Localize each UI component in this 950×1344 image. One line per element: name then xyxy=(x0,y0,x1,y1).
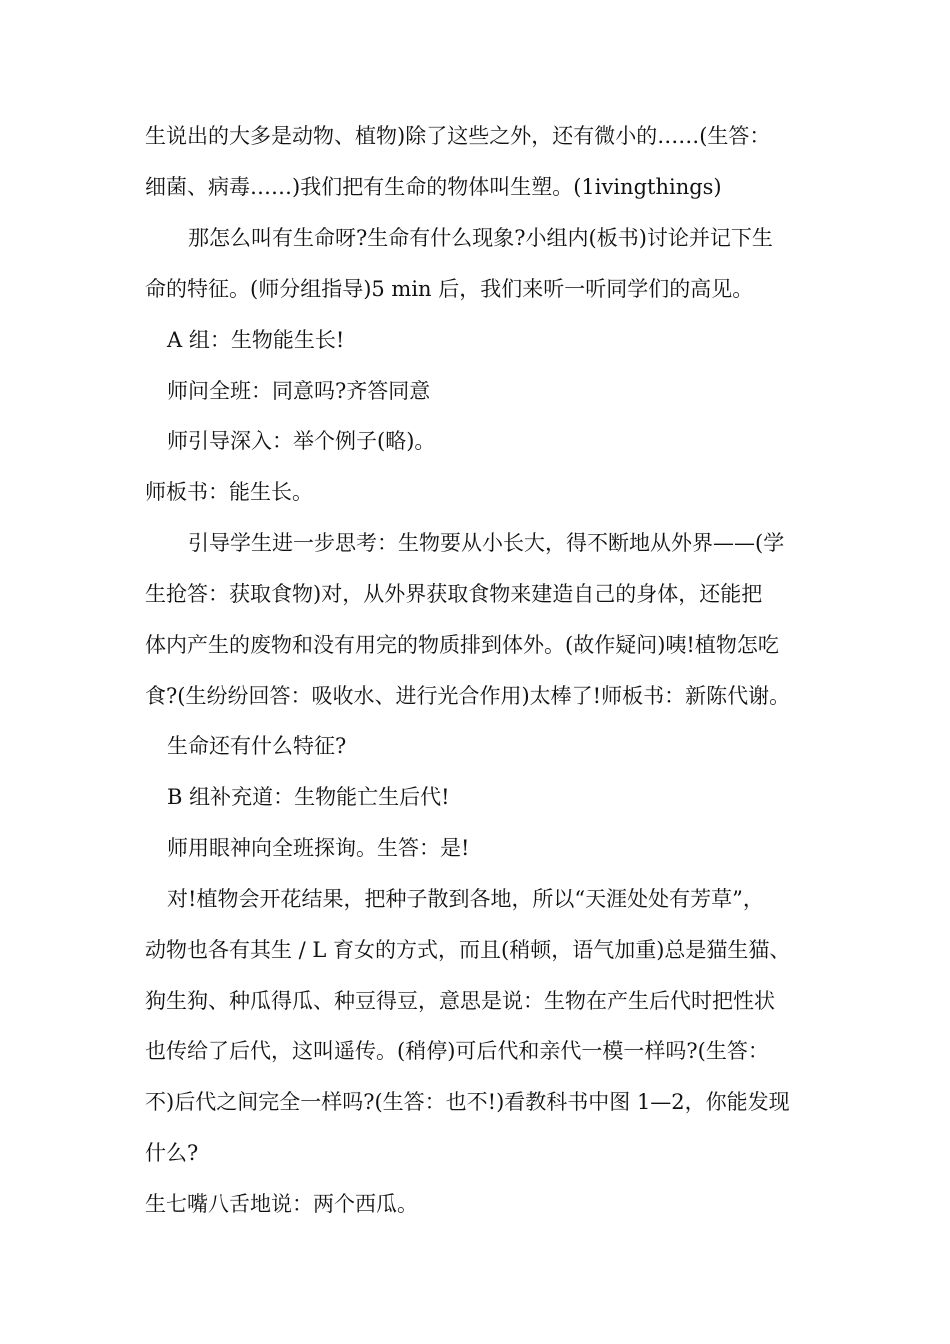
text-line-6: 师问全班：同意吗?齐答同意 xyxy=(167,379,431,403)
text-line-9: 引导学生进一步思考：生物要从小长大，得不断地从外界——(学 xyxy=(188,531,785,555)
text-line-12: 食?(生纷纷回答：吸收水、进行光合作用)太棒了!师板书：新陈代谢。 xyxy=(145,684,791,708)
text-line-4: 命的特征。(师分组指导)5 min 后，我们来听一听同学们的高见。 xyxy=(145,277,754,301)
text-line-13: 生命还有什么特征? xyxy=(167,734,347,758)
text-line-19: 也传给了后代，这叫遥传。(稍停)可后代和亲代一模一样吗?(生答： xyxy=(145,1039,769,1063)
text-line-18: 狗生狗、种瓜得瓜、种豆得豆，意思是说：生物在产生后代时把性状 xyxy=(145,989,775,1013)
text-line-11: 体内产生的废物和没有用完的物质排到体外。(故作疑问)咦!植物怎吃 xyxy=(145,633,779,657)
text-line-10: 生抢答：获取食物)对，从外界获取食物来建造自己的身体，还能把 xyxy=(145,582,763,606)
text-line-21: 什么? xyxy=(145,1141,199,1165)
text-line-20: 不)后代之间完全一样吗?(生答：也不!)看教科书中图 1—2，你能发现 xyxy=(145,1090,790,1114)
text-line-3: 那怎么叫有生命呀?生命有什么现象?小组内(板书)讨论并记下生 xyxy=(188,226,773,250)
text-line-8: 师板书：能生长。 xyxy=(145,480,313,504)
text-line-14: B 组补充道：生物能亡生后代! xyxy=(167,785,450,809)
text-line-17: 动物也各有其生 / L 育女的方式，而且(稍顿，语气加重)总是猫生猫、 xyxy=(145,938,791,962)
text-line-16: 对!植物会开花结果，把种子散到各地，所以“天涯处处有芳草”， xyxy=(167,887,764,911)
text-line-5: A 组：生物能生长! xyxy=(167,328,345,352)
text-line-2: 细菌、病毒……)我们把有生命的物体叫生塑。(1ivingthings) xyxy=(145,175,722,199)
text-line-22: 生七嘴八舌地说：两个西瓜。 xyxy=(145,1192,418,1216)
text-line-7: 师引导深入：举个例子(略)。 xyxy=(167,429,436,453)
text-line-15: 师用眼神向全班探询。生答：是! xyxy=(167,836,470,860)
text-line-1: 生说出的大多是动物、植物)除了这些之外，还有微小的……(生答： xyxy=(145,124,771,148)
